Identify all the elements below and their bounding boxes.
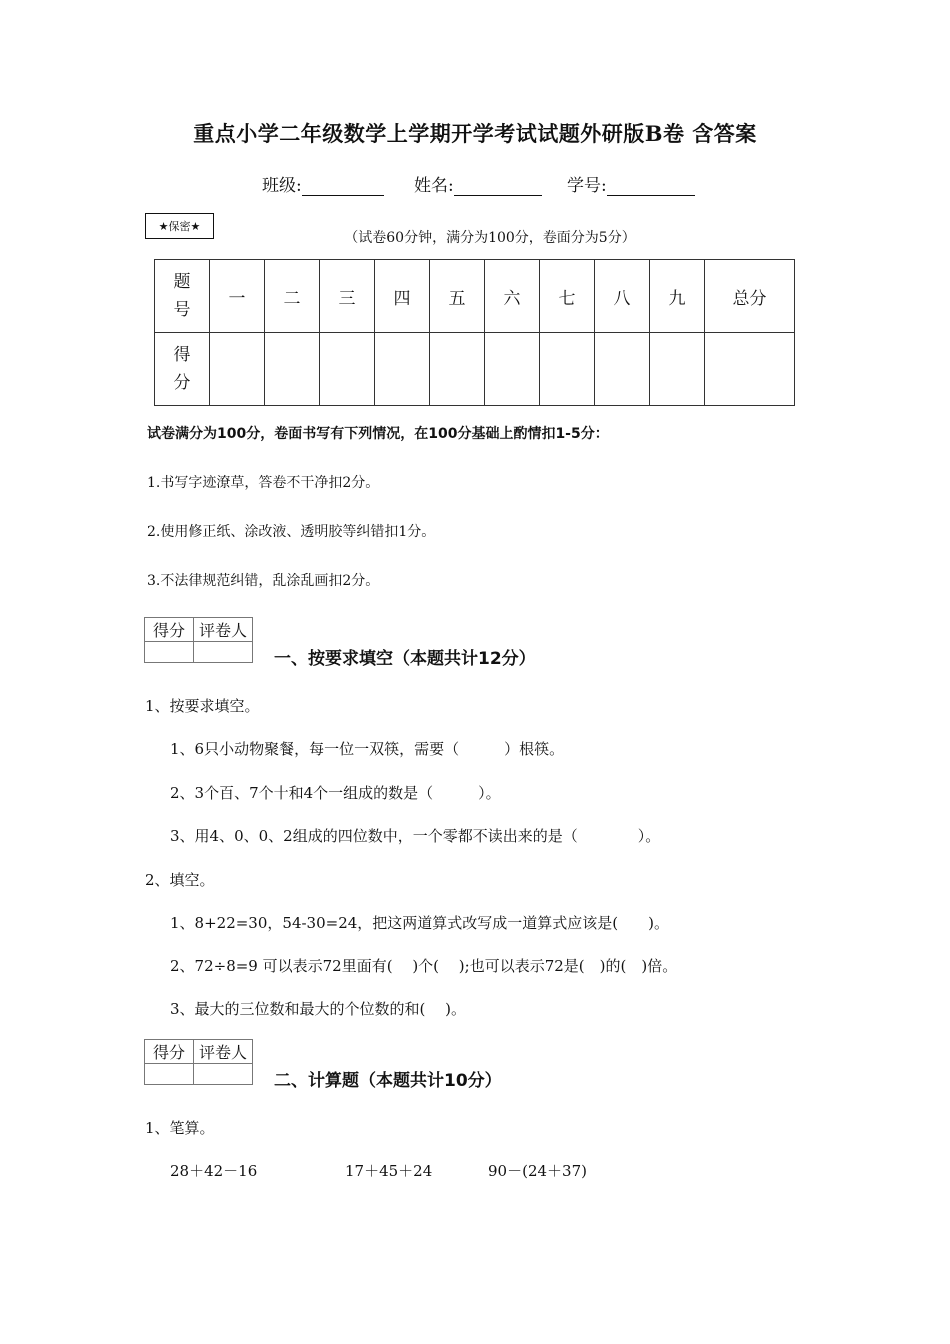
score-cell[interactable] (375, 333, 430, 406)
column-header: 一 (210, 260, 265, 333)
time-note: （试卷60分钟，满分为100分，卷面分为5分） (344, 230, 636, 246)
question-item: 1、8+22=30，54-30=24，把这两道算式改写成一道算式应该是( )。 (170, 914, 670, 932)
rule-item: 2.使用修正纸、涂改液、透明胶等纠错扣1分。 (147, 524, 436, 540)
name-blank[interactable] (454, 177, 542, 196)
column-header: 二 (265, 260, 320, 333)
rule-item: 3.不法律规范纠错，乱涂乱画扣2分。 (147, 573, 380, 589)
grader-reviewer-label: 评卷人 (194, 618, 253, 642)
question-1: 1、笔算。 (145, 1119, 215, 1137)
score-label-cell (155, 333, 210, 406)
column-header: 四 (375, 260, 430, 333)
question-2: 2、填空。 (145, 871, 215, 889)
score-cell[interactable] (485, 333, 540, 406)
header-label-cell (155, 260, 210, 333)
score-cell[interactable] (320, 333, 375, 406)
header-label-bottom: 号 (173, 300, 191, 320)
student-number-blank[interactable] (607, 177, 695, 196)
class-field (262, 171, 384, 196)
expression: 90－(24＋37) (488, 1162, 587, 1180)
student-number-label: 学号: (567, 176, 607, 196)
grader-box (144, 617, 253, 663)
student-number-field (567, 171, 695, 196)
column-header: 三 (320, 260, 375, 333)
section-1-title: 一、按要求填空（本题共计12分） (274, 649, 536, 669)
grader-reviewer-cell[interactable] (194, 642, 253, 663)
header-label-top: 题 (173, 272, 191, 292)
section-2-title: 二、计算题（本题共计10分） (274, 1071, 502, 1091)
question-item: 1、6只小动物聚餐，每一位一双筷，需要（ ）根筷。 (170, 740, 565, 758)
grader-score-label: 得分 (145, 1040, 194, 1064)
grader-reviewer-cell[interactable] (194, 1064, 253, 1085)
class-blank[interactable] (302, 177, 384, 196)
class-label: 班级: (262, 176, 302, 196)
rules-heading: 试卷满分为100分，卷面书写有下列情况，在100分基础上酌情扣1-5分： (147, 426, 609, 442)
score-table-header-row (155, 260, 795, 333)
question-item: 3、最大的三位数和最大的个位数的和( )。 (170, 1000, 467, 1018)
grader-score-label: 得分 (145, 618, 194, 642)
expression: 28＋42－16 (170, 1162, 258, 1180)
score-table (154, 259, 795, 406)
grader-score-cell[interactable] (145, 642, 194, 663)
total-header: 总分 (705, 260, 795, 333)
secret-badge: ★保密★ (145, 213, 214, 239)
score-cell[interactable] (265, 333, 320, 406)
score-label-top: 得 (173, 345, 191, 365)
question-item: 3、用4、0、0、2组成的四位数中，一个零都不读出来的是（ ）。 (170, 827, 661, 845)
score-table-score-row (155, 333, 795, 406)
score-cell[interactable] (430, 333, 485, 406)
score-cell[interactable] (210, 333, 265, 406)
name-label: 姓名: (414, 176, 454, 196)
expression: 17＋45＋24 (345, 1162, 433, 1180)
grader-reviewer-label: 评卷人 (194, 1040, 253, 1064)
question-1: 1、按要求填空。 (145, 697, 260, 715)
total-score-cell[interactable] (705, 333, 795, 406)
column-header: 六 (485, 260, 540, 333)
column-header: 五 (430, 260, 485, 333)
column-header: 九 (650, 260, 705, 333)
column-header: 八 (595, 260, 650, 333)
column-header: 七 (540, 260, 595, 333)
question-item: 2、72÷8=9 可以表示72里面有( )个( );也可以表示72是( )的( )倍。 (170, 957, 678, 975)
page-title: 重点小学二年级数学上学期开学考试试题外研版B卷 含答案 (193, 121, 757, 146)
score-cell[interactable] (595, 333, 650, 406)
name-field (414, 171, 542, 196)
question-item: 2、3个百、7个十和4个一组成的数是（ ）。 (170, 784, 501, 802)
score-cell[interactable] (650, 333, 705, 406)
grader-box (144, 1039, 253, 1085)
score-cell[interactable] (540, 333, 595, 406)
grader-score-cell[interactable] (145, 1064, 194, 1085)
rule-item: 1.书写字迹潦草，答卷不干净扣2分。 (147, 475, 380, 491)
score-label-bottom: 分 (173, 373, 191, 393)
